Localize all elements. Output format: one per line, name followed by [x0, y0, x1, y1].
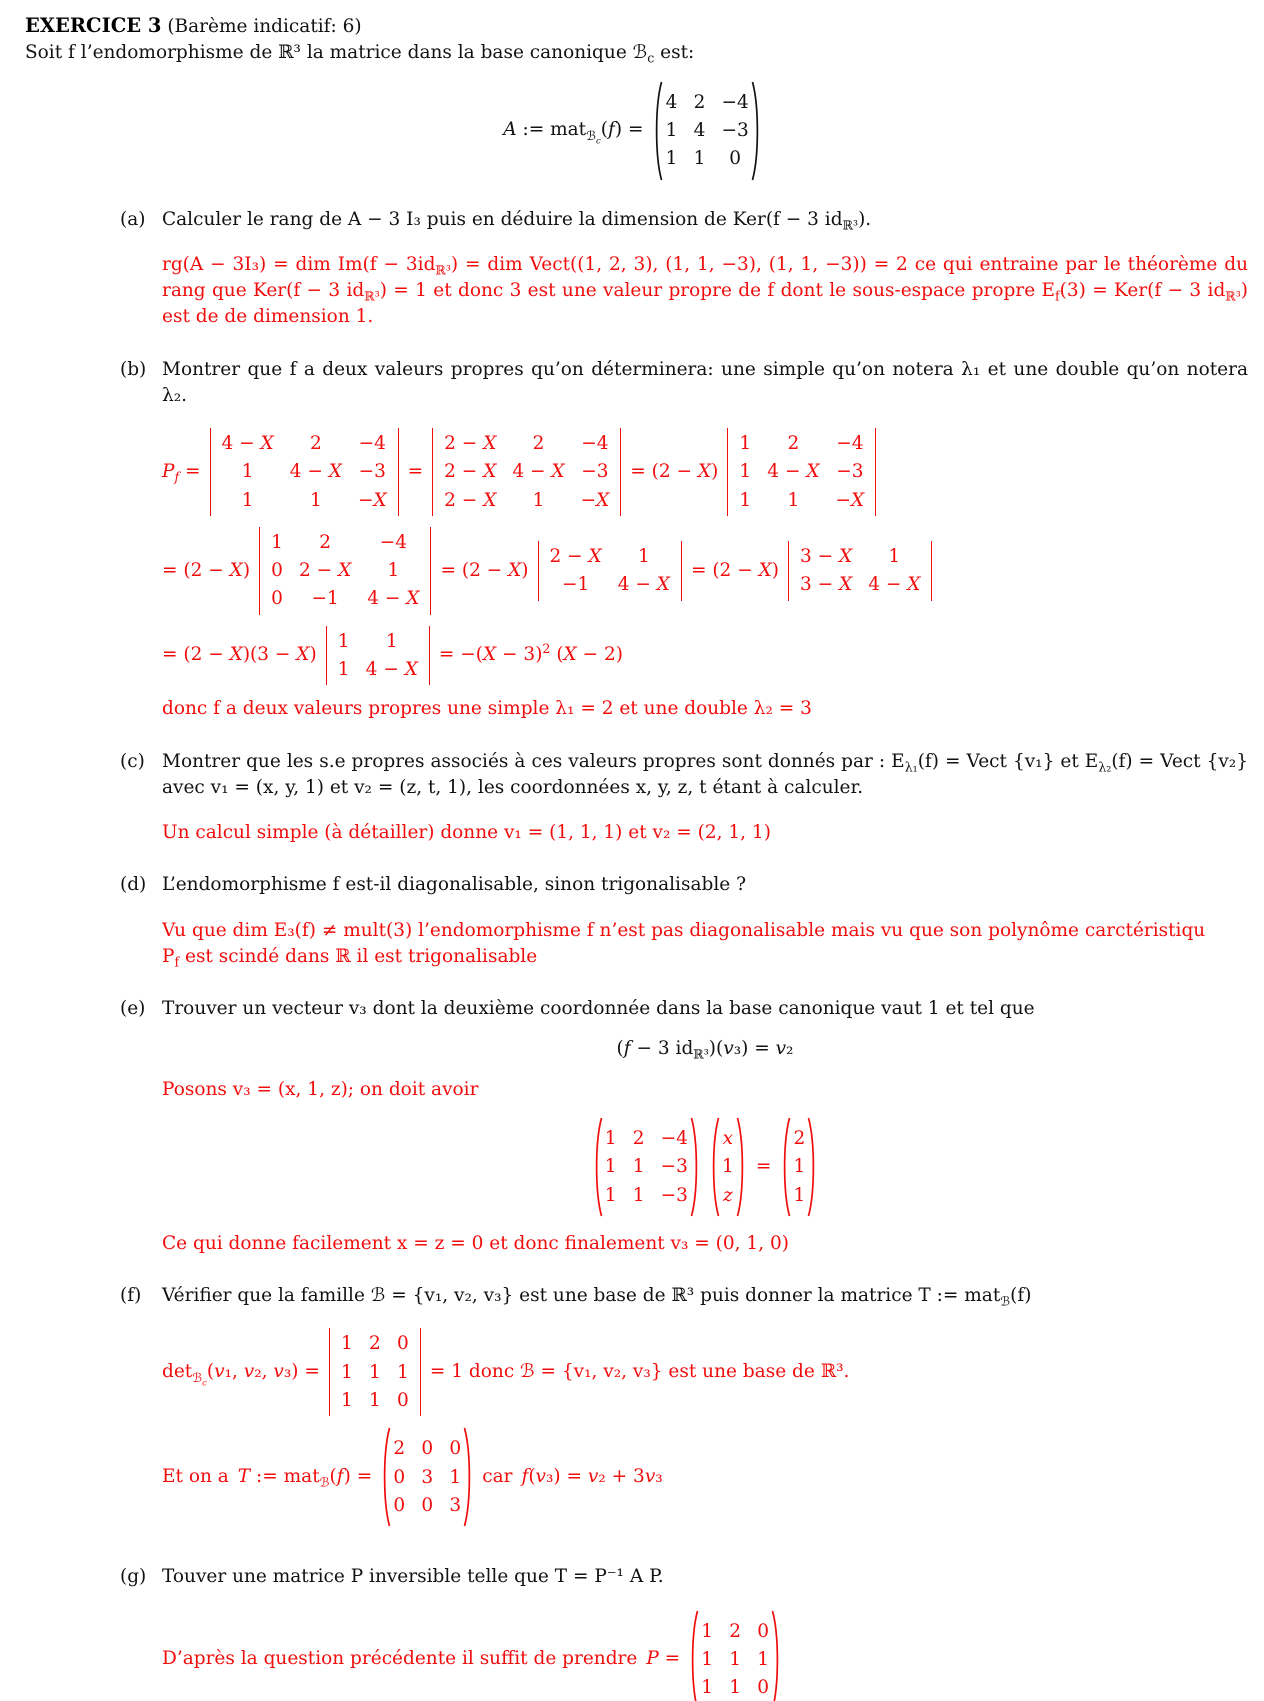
matrix-cell: 1: [701, 1677, 714, 1699]
matrix-t-line: [162, 1427, 1248, 1527]
matrix-cell: 4: [665, 91, 678, 113]
item-f: [120, 1283, 1264, 1538]
paren-right: [771, 1610, 781, 1701]
matrix-cell: 1: [701, 1620, 714, 1642]
pf-computation-line-2: [162, 527, 1248, 615]
matrix-cell: 1: [739, 433, 752, 455]
matrix-cell: 1: [337, 630, 350, 652]
matrix-cell: −3: [581, 461, 609, 483]
matrix-cell: −3: [660, 1184, 688, 1206]
paren-right: [736, 1117, 746, 1217]
item-d-answer-line-1: Vu que dim E₃(f) ≠ mult(3) l’endomorphisme f n’est pas diagonalisable mais vu que son polynôme carctéristiqu: [162, 919, 1206, 941]
paren-left: [689, 1610, 699, 1701]
item-c-question: Montrer que les s.e propres associés à ces valeurs propres sont donnés par : $E_{\lambda_1}(f)$ = Vect {v₁} et $E_{\lambda_2}(f)$ = Vect {v₂} avec v₁ = (x, y, 1) et v₂ = (z, t, 1), les coordonnées x, y, z, t étant à calculer.: [162, 750, 1248, 798]
matrix-cell: 2 − X: [299, 560, 352, 582]
matrix-cell: −X: [580, 489, 610, 511]
matrix-cell: 1: [309, 489, 322, 511]
determinant-matrix: [326, 626, 430, 686]
factor-2-minus-x: = (2 − X): [690, 559, 779, 581]
matrix-cell: 2: [393, 1438, 406, 1460]
item-f-question: Vérifier que la famille ℬ = {v₁, v₂, v₃} est une base de ℝ³ puis donner la matrice T := mat$_ℬ$(f): [162, 1285, 1032, 1309]
matrix-grid: [791, 1117, 807, 1217]
matrix-cell: 1: [271, 531, 283, 553]
item-e-question: Trouver un vecteur v₃ dont la deuxième coordonnée dans la base canonique vaut 1 et tel que: [162, 998, 1035, 1020]
matrix-grid: [663, 81, 750, 181]
matrix-a: [653, 81, 760, 181]
matrix-cell: 3 − X: [799, 546, 853, 568]
factor-product: = (2 − X)(3 − X): [162, 644, 317, 666]
paren-left: [781, 1117, 791, 1217]
matrix-cell: 0: [757, 1677, 770, 1699]
det-rhs: = 1 donc ℬ = {v₁, v₂, v₃} est une base de ℝ³.: [429, 1361, 850, 1383]
matrix-cell: 2: [369, 1333, 381, 1355]
matrix-cell: −4: [660, 1128, 688, 1149]
e-matrix-equation: [162, 1117, 1248, 1217]
t-prefix: Et on a: [162, 1466, 229, 1488]
matrix-grid: [220, 431, 389, 513]
matrix-cell: 1: [397, 1361, 409, 1383]
determinant-matrix: [727, 428, 876, 516]
paren-left: [381, 1427, 391, 1527]
matrix-cell: −4: [721, 91, 749, 113]
matrix-cell: 0: [449, 1438, 462, 1460]
matrix-cell: 1: [888, 546, 901, 568]
matrix-cell: 1: [793, 1184, 806, 1206]
pf-result: = $-(X - 3)^2$ (X − 2): [438, 641, 623, 666]
item-b-label: (b): [120, 358, 147, 380]
matrix-cell: 1: [701, 1648, 714, 1670]
matrix-cell: 4 − X: [767, 461, 820, 483]
matrix-cell: 4: [693, 119, 706, 141]
matrix-grid: [339, 1331, 411, 1413]
item-b: [120, 357, 1264, 723]
matrix-cell: 2: [632, 1128, 645, 1149]
item-e: [120, 996, 1264, 1257]
matrix-cell: 1: [632, 1156, 645, 1178]
item-g: [120, 1564, 1264, 1701]
e-displayed-equation: [162, 1036, 1248, 1062]
matrix-cell: 1: [337, 658, 350, 680]
matrix-cell: 1: [739, 489, 752, 511]
matrix-cell: −4: [836, 433, 864, 455]
item-g-label: (g): [120, 1566, 147, 1588]
matrix-cell: 1: [793, 1156, 806, 1178]
item-a-label: (a): [120, 208, 146, 230]
matrix-cell: 0: [421, 1438, 434, 1460]
item-d-answer-line-2: $P_f$ est scindé dans ℝ il est trigonalisable: [162, 945, 538, 970]
exercise-intro: Soit f l’endomorphisme de ℝ³ la matrice dans la base canonique ℬ$_c$ est:: [25, 42, 695, 66]
item-f-solution: [162, 1328, 1248, 1527]
matrix-cell: −1: [311, 588, 339, 610]
determinant-matrix: [432, 428, 621, 516]
matrix-cell: 1: [729, 1677, 742, 1699]
matrix-cell: 1: [369, 1361, 381, 1383]
matrix-cell: 2: [693, 91, 706, 113]
matrix-cell: 1: [385, 630, 398, 652]
item-c-label: (c): [120, 750, 145, 772]
item-g-question: Touver une matrice P inversible telle que T = P⁻¹ A P.: [162, 1566, 664, 1588]
matrix-cell: 0: [397, 1333, 409, 1355]
matrix-cell: 4 − X: [617, 574, 670, 596]
determinant-matrix: [538, 541, 682, 601]
matrix-grid: [442, 431, 611, 513]
matrix-cell: 2 − X: [444, 461, 497, 483]
matrix-cell: 2: [787, 433, 800, 455]
item-a-answer: rg(A − 3I₃) = dim $Im(f - 3id_{ℝ^3})$ = dim Vect((1, 2, 3), (1, 1, −3), (1, 1, −3)) = 2 ce qui entraine par le théorème du rang que Ker(f − 3 $id_{ℝ^3}) = 1$ et donc 3 est une valeur propre de f dont le sous-espace propre $E_f(3) = Ker(f - 3$ $id_{ℝ^3}$) est de de dimension 1.: [162, 253, 1249, 328]
t-lhs: T := mat$_ℬ$(f) =: [237, 1466, 373, 1490]
item-b-question: Montrer que f a deux valeurs propres qu’on déterminera: une simple qu’on notera λ₁ et une double qu’on notera λ₂.: [162, 358, 1248, 406]
matrix-cell: 1: [387, 560, 400, 582]
t-car: car: [482, 1466, 513, 1488]
matrix-cell: −1: [561, 574, 590, 596]
basis-determinant-line: [162, 1328, 1248, 1416]
matrix-cell: 1: [637, 546, 650, 568]
matrix-cell: 2 − X: [549, 546, 602, 568]
matrix-cell: −3: [660, 1156, 688, 1178]
matrix-cell: −X: [835, 489, 865, 511]
matrix-cell: 4 − X: [289, 461, 342, 483]
matrix-cell: 3: [449, 1494, 462, 1516]
matrix-grid: [336, 629, 420, 683]
matrix-cell: 1: [693, 148, 706, 170]
item-d-answer: [162, 918, 1248, 971]
matrix-cell: 0: [271, 560, 283, 582]
paren-left: [593, 1117, 603, 1217]
matrix-cell: 2 − X: [444, 433, 497, 455]
factor-2-minus-x: = (2 − X): [440, 559, 529, 581]
item-g-answer: [162, 1610, 1248, 1701]
item-b-solution: [162, 428, 1248, 722]
matrix-p: [689, 1610, 781, 1701]
matrix-cell: 3: [421, 1466, 434, 1488]
coefficient-matrix: [593, 1117, 700, 1217]
matrix-cell: z: [723, 1184, 733, 1206]
item-d-label: (d): [120, 874, 147, 896]
matrix-cell: 1: [241, 461, 254, 483]
matrix-cell: 2: [729, 1620, 742, 1642]
matrix-cell: 0: [271, 588, 283, 610]
matrix-cell: −X: [357, 489, 387, 511]
matrix-cell: 0: [729, 148, 742, 170]
matrix-cell: 1: [721, 1156, 734, 1178]
pf-lhs: $P_f$ =: [162, 460, 201, 485]
matrix-cell: −4: [581, 433, 609, 455]
determinant-matrix: [329, 1328, 421, 1416]
item-f-label: (f): [120, 1285, 142, 1307]
pf-computation-line-3: [162, 626, 1248, 686]
paren-left: [653, 81, 663, 181]
item-a-question: Calculer le rang de A − 3 I₃ puis en déduire la dimension de Ker(f − 3 $id_{ℝ^3}$).: [162, 208, 872, 233]
matrix-cell: 1: [341, 1333, 353, 1355]
f-minus-3id-equation: (f − 3 $id_{ℝ^3})(v_3) = v_2$: [616, 1038, 794, 1063]
matrix-grid: [699, 1610, 771, 1701]
matrix-a-lhs: A := mat$_{ℬ_c}$(f) =: [503, 119, 644, 147]
matrix-cell: 1: [665, 148, 678, 170]
matrix-cell: 0: [393, 1494, 406, 1516]
matrix-cell: 2: [309, 433, 322, 455]
pf-computation-line-1: [162, 428, 1248, 516]
matrix-cell: −4: [358, 433, 386, 455]
factor-2-minus-x: = (2 − X): [630, 460, 719, 482]
t-justification: f(v₃) = v₂ + 3v₃: [521, 1466, 663, 1488]
matrix-grid: [548, 544, 672, 598]
exercise-heading: [25, 12, 1264, 40]
matrix-cell: 2: [532, 433, 545, 455]
matrix-cell: 1: [739, 461, 752, 483]
matrix-cell: 4 − X: [221, 433, 274, 455]
item-b-conclusion: donc f a deux valeurs propres une simple λ₁ = 2 et une double λ₂ = 3: [162, 698, 812, 720]
rhs-vector: [781, 1117, 817, 1217]
paren-right: [751, 81, 761, 181]
matrix-cell: 1: [757, 1648, 770, 1670]
matrix-cell: 4 − X: [365, 658, 418, 680]
item-c-answer: Un calcul simple (à détailler) donne v₁ = (1, 1, 1) et v₂ = (2, 1, 1): [162, 822, 771, 844]
determinant-matrix: [210, 428, 399, 516]
matrix-t: [381, 1427, 473, 1527]
exercise-subtitle: (Barème indicatif: 6): [161, 16, 362, 37]
item-d: [120, 872, 1264, 970]
matrix-cell: 2 − X: [444, 489, 497, 511]
matrix-cell: 0: [397, 1389, 409, 1411]
unknown-vector: [710, 1117, 746, 1217]
paren-right: [690, 1117, 700, 1217]
matrix-cell: 2: [319, 531, 332, 553]
item-e-posons: Posons v₃ = (x, 1, z); on doit avoir: [162, 1078, 479, 1100]
paren-left: [710, 1117, 720, 1217]
matrix-cell: 1: [532, 489, 545, 511]
item-a: [120, 207, 1264, 331]
matrix-cell: 4 − X: [512, 461, 565, 483]
paren-right: [463, 1427, 473, 1527]
matrix-cell: 2: [793, 1128, 806, 1149]
matrix-cell: 4 − X: [868, 574, 921, 596]
matrix-cell: 1: [604, 1156, 617, 1178]
item-c: [120, 749, 1264, 847]
matrix-grid: [603, 1117, 690, 1217]
matrix-p-line: [162, 1610, 1248, 1701]
matrix-cell: 1: [632, 1184, 645, 1206]
matrix-grid: [737, 431, 866, 513]
matrix-cell: 0: [421, 1494, 434, 1516]
matrix-cell: 1: [604, 1128, 617, 1149]
matrix-grid: [269, 530, 421, 612]
matrix-cell: −3: [836, 461, 864, 483]
matrix-cell: −3: [358, 461, 386, 483]
matrix-cell: −4: [379, 531, 407, 553]
equals-sign: =: [407, 460, 424, 482]
matrix-cell: 3 − X: [799, 574, 853, 596]
matrix-cell: −3: [721, 119, 749, 141]
p-lhs: P =: [646, 1648, 681, 1670]
matrix-cell: 1: [449, 1466, 462, 1488]
item-e-conclusion: Ce qui donne facilement x = z = 0 et donc finalement v₃ = (0, 1, 0): [162, 1232, 789, 1254]
matrix-cell: 1: [369, 1389, 381, 1411]
matrix-a-equation: [0, 81, 1264, 181]
matrix-cell: 1: [729, 1648, 742, 1670]
matrix-grid: [391, 1427, 463, 1527]
matrix-cell: 0: [757, 1620, 770, 1642]
det-lhs: $\det_{ℬ_c}(v_1$, v₂, v₃) =: [162, 1361, 320, 1389]
item-e-label: (e): [120, 998, 146, 1020]
matrix-cell: 4 − X: [367, 588, 420, 610]
matrix-cell: 1: [787, 489, 800, 511]
matrix-cell: 1: [341, 1361, 353, 1383]
determinant-matrix: [259, 527, 431, 615]
matrix-cell: 0: [393, 1466, 406, 1488]
item-d-question: L’endomorphisme f est-il diagonalisable, sinon trigonalisable ?: [162, 874, 746, 896]
factor-2-minus-x: = (2 − X): [162, 559, 251, 581]
paren-right: [807, 1117, 817, 1217]
matrix-cell: 1: [341, 1389, 353, 1411]
determinant-matrix: [788, 541, 932, 601]
p-prefix: D’après la question précédente il suffit de prendre: [162, 1648, 638, 1670]
matrix-grid: [720, 1117, 736, 1217]
exercise-title: EXERCICE 3: [25, 14, 162, 37]
equals-sign: =: [755, 1155, 772, 1177]
matrix-cell: 1: [665, 119, 678, 141]
matrix-grid: [798, 544, 922, 598]
matrix-cell: 1: [241, 489, 254, 511]
matrix-cell: x: [722, 1128, 734, 1149]
matrix-cell: 1: [604, 1184, 617, 1206]
